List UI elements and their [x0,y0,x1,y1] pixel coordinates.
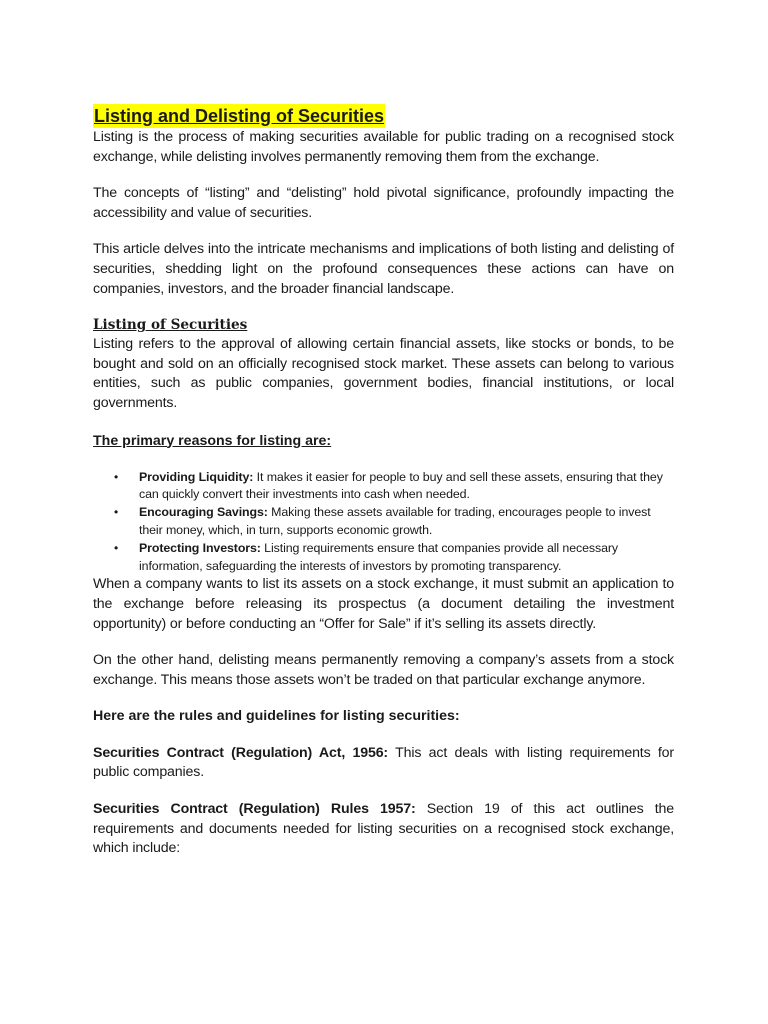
rule-text: Section 19 of this act outlines the requirements and documents needed for listing securities on a recognised stock exchange, which include: [93,801,674,857]
intro-paragraph-2: The concepts of “listing” and “delisting” hold pivotal significance, profoundly impacting the accessibility and value of securities. [93,185,674,221]
application-paragraph: When a company wants to list its assets on a stock exchange, it must submit an application to the exchange before releasing its prospectus (a document detailing the investment opportunity) or before conducting an “Offer for Sale” if it’s selling its assets directly. [93,576,674,632]
list-item-text: Listing requirements ensure that companies provide all necessary information, safeguarding the interests of investors by promoting transparency. [139,540,618,573]
rule-label: Securities Contract (Regulation) Rules 1957: [93,801,416,818]
list-item [114,540,674,576]
rule-label: Securities Contract (Regulation) Act, 1956: [93,744,389,761]
listing-definition-paragraph: Listing refers to the approval of allowing certain financial assets, like stocks or bonds, to be bought and sold on an officially recognised stock market. These assets can belong to various entities, such as public companies, government bodies, financial institutions, or local governments. [93,336,674,411]
bullet-icon: • [114,469,119,484]
list-item-label: Protecting Investors: [139,540,261,555]
list-item-text: Making these assets available for trading, encourages people to invest their money, which, in turn, supports economic growth. [139,505,651,537]
section-heading-listing: Listing of Securities [93,317,248,334]
intro-paragraph-3: This article delves into the intricate mechanisms and implications of both listing and delisting of securities, shedding light on the profound consequences these actions can have on companies, investors, and the broader financial landscape. [93,241,674,297]
rule-paragraph-rules [93,800,674,859]
reasons-heading: The primary reasons for listing are: [93,432,332,449]
document-content [93,104,674,859]
rule-paragraph-act [93,744,674,783]
delisting-paragraph: On the other hand, delisting means permanently removing a company’s assets from a stock exchange. This means those assets won’t be traded on that particular exchange anymore. [93,652,674,688]
list-item-label: Encouraging Savings: [139,505,268,520]
bullet-icon: • [114,505,119,520]
reasons-list [93,469,674,576]
list-item [114,504,674,540]
document-title: Listing and Delisting of Securities [94,106,385,126]
list-item-text: It makes it easier for people to buy and sell these assets, ensuring that they can quickly convert their investments into cash when needed. [139,469,663,502]
bullet-icon: • [114,540,119,555]
intro-paragraph-1: Listing is the process of making securities available for public trading on a recognised stock exchange, while delisting involves permanently removing them from the exchange. [93,129,674,165]
list-item [114,469,674,505]
list-item-label: Providing Liquidity: [139,469,254,484]
rule-text: This act deals with listing requirements for public companies. [93,744,675,781]
rules-heading: Here are the rules and guidelines for listing securities: [93,708,460,725]
